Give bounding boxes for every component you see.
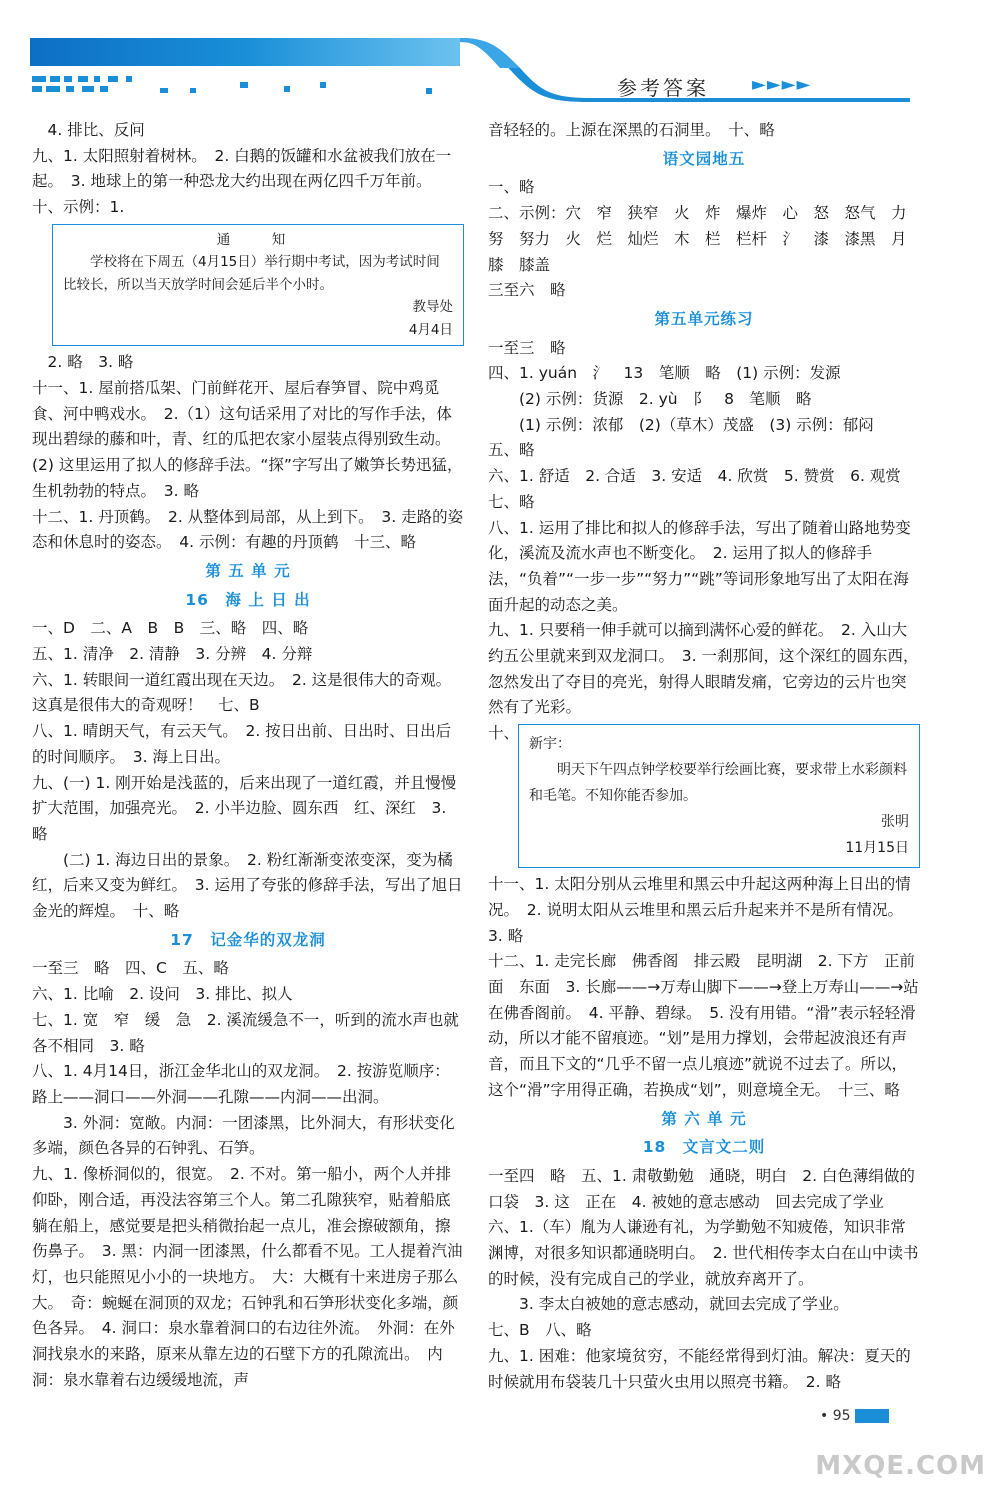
note-greeting: 新宇： [529, 736, 571, 753]
note-label: 十、 [488, 724, 520, 743]
note-block [488, 721, 920, 872]
note-body: 明天下午四点钟学校要举行绘画比赛，要求带上水彩颜料和毛笔。不知你能否参加。 [529, 762, 907, 805]
answer-paragraph: (1) 示例：浓郁 (2)（草木）茂盛 (3) 示例：郁闷 [519, 415, 874, 434]
answer-paragraph: 2. 略 3. 略 [32, 353, 134, 372]
section-heading: 16 海 上 日 出 [185, 590, 311, 609]
answer-paragraph: 二、示例：穴 窄 狭窄 火 炸 爆炸 心 怒 怒气 力 努 努力 火 烂 灿烂 木 栏 栏杆 氵 漆 漆黑 月 膝 膝盖 [488, 204, 923, 274]
section-heading: 第五单元练习 [654, 309, 754, 328]
answer-paragraph: 3. 李太白被她的意志感动，就回去完成了学业。 [519, 1295, 849, 1314]
notice-date: 4月4日 [408, 321, 453, 338]
answer-paragraph: 九、(一) 1. 刚开始是浅蓝的，后来出现了一道红霞，并且慢慢扩大范围，加强亮光。 2. 小半边脸、圆东西 红、深红 3. 略 [32, 773, 457, 843]
answer-paragraph: 七、B 八、略 [488, 1321, 592, 1340]
answer-paragraph: 一至四 略 五、1. 肃敬勤勉 通晓，明白 2. 白色薄绢做的口袋 3. 这 正在 4. 被她的意志感动 回去完成了学业 [488, 1166, 915, 1211]
answer-paragraph: 九、1. 只要稍一伸手就可以摘到满怀心爱的鲜花。 2. 入山大约五公里就来到双龙洞口。 3. 一刹那间，这个深红的圆东西，忽然发出了夺目的亮光，射得人眼睛发痛，它旁边的云片也突然有了光彩。 [488, 621, 919, 717]
answer-paragraph: 十、示例：1. [32, 198, 125, 217]
answer-paragraph: 十二、1. 走完长廊 佛香阁 排云殿 昆明湖 2. 下方 正前面 东面 3. 长廊——→万寿山脚下——→登上万寿山——→站在佛香阁前。 4. 平静、碧绿。 5. 没有用错。“滑”表示轻轻滑动，所以才能不留痕迹。“划”是用力撑划，会带起波浪还有声音，而且下文的“几乎不留一点儿痕迹”就说不过去了。所以，这个“滑”字用得正确，若换成“划”，则意境全无。 十三、略 [488, 952, 919, 1099]
notice-signature: 教导处 [412, 299, 453, 316]
section-heading: 18 文言文二则 [642, 1138, 766, 1157]
answer-paragraph: 九、1. 太阳照射着树林。 2. 白鹅的饭罐和水盆被我们放在一起。 3. 地球上的第一种恐龙大约出现在两亿四千万年前。 [32, 146, 452, 191]
answer-paragraph: 十一、1. 太阳分别从云堆里和黑云中升起这两种海上日出的情况。 2. 说明太阳从云堆里和黑云后升起来并不是所有情况。 3. 略 [488, 875, 911, 945]
answer-paragraph: 4. 排比、反问 [32, 121, 145, 139]
answer-paragraph: 十二、1. 丹顶鹤。 2. 从整体到局部，从上到下。 3. 走路的姿态和休息时的姿态。 4. 示例：有趣的丹顶鹤 十三、略 [32, 507, 464, 552]
left-column [32, 118, 464, 1393]
answer-paragraph: 一至三 略 四、C 五、略 [32, 959, 229, 978]
answer-paragraph: 一、略 [488, 178, 535, 197]
answer-paragraph: 一、D 二、A B B 三、略 四、略 [32, 619, 309, 638]
page-title: 参考答案 [617, 76, 709, 100]
watermark: MXQE.COM [815, 1451, 986, 1481]
section-heading: 第 五 单 元 [205, 561, 291, 580]
answer-paragraph: 九、1. 像桥洞似的，很宽。 2. 不对。第一船小，两个人并排仰卧，刚合适，再没法容第三个人。第二孔隙狭窄，贴着船底躺在船上，感觉要是把头稍微抬起一点儿，准会擦破额角，擦伤鼻子。 3. 黑：内洞一团漆黑，什么都看不见。工人提着汽油灯，也只能照见小小的一块地方。 大：大概有十来进房子那么大。 奇：蜿蜒在洞顶的双龙；石钟乳和石笋形状变化多端，颜色各异。 4. 洞口：泉水靠着洞口的右边往外流。 外洞：在外洞找泉水的来路，原来从靠左边的石壁下方的孔隙流出。 内洞：泉水靠着右边缓缓地流，声 [32, 1165, 463, 1389]
answer-paragraph: 一至三 略 [488, 338, 566, 357]
page-number: • 95 [820, 1408, 889, 1424]
answer-paragraph: 五、略 [488, 441, 535, 460]
header-banner [30, 38, 910, 108]
notice-title: 通 知 [216, 231, 300, 248]
answer-paragraph: 音轻轻的。上源在深黑的石洞里。 十、略 [488, 121, 775, 139]
answer-paragraph: 五、1. 清净 2. 清静 3. 分辨 4. 分辩 [32, 645, 313, 664]
arrows-icon: ►►►► [752, 74, 812, 95]
answer-paragraph: 六、1. 转眼间一道红霞出现在天边。 2. 这是很伟大的奇观。 这真是很伟大的奇观呀！ 七、B [32, 670, 459, 715]
answer-paragraph: 七、1. 宽 窄 缓 急 2. 溪流缓急不一，听到的流水声也就各不相同 3. 略 [32, 1010, 459, 1055]
notice-box [52, 224, 464, 347]
answer-paragraph: 六、1. 舒适 2. 合适 3. 安适 4. 欣赏 5. 赞赏 6. 观赏 [488, 467, 901, 486]
answer-paragraph: 十一、1. 屋前搭瓜架、门前鲜花开、屋后春笋冒、院中鸡觅食、河中鸭戏水。 2.（1）这句话采用了对比的写作手法，体现出碧绿的藤和叶，青、红的瓜把农家小屋装点得别致生动。 (2) 这里运用了拟人的修辞手法。“探”字写出了嫩笋长势迅猛，生机勃勃的特点。 3. 略 [32, 379, 463, 500]
answer-paragraph: (二) 1. 海边日出的景象。 2. 粉红渐渐变浓变深，变为橘红，后来又变为鲜红。 3. 运用了夸张的修辞手法，写出了旭日金光的辉煌。 十、略 [32, 850, 463, 921]
answer-paragraph: 三至六 略 [488, 281, 566, 300]
answer-paragraph: 八、1. 晴朗天气，有云天气。 2. 按日出前、日出时、日出后的时间顺序。 3. 海上日出。 [32, 722, 452, 766]
note-box [518, 724, 920, 868]
answer-paragraph: 3. 外洞：宽敞。内洞：一团漆黑，比外洞大，有形状变化多端，颜色各异的石钟乳、石笋。 [32, 1113, 455, 1158]
answer-paragraph: 六、1. 比喻 2. 设问 3. 排比、拟人 [32, 985, 293, 1004]
answer-paragraph: 八、1. 运用了排比和拟人的修辞手法，写出了随着山路地势变化，溪流及流水声也不断变化。 2. 运用了拟人的修辞手法，“负着”“一步一步”“努力”“跳”等词形象地写出了太阳在海面升起的动态之美。 [488, 518, 911, 614]
section-heading: 17 记金华的双龙洞 [170, 930, 326, 949]
answer-paragraph: 九、1. 困难：他家境贫穷，不能经常得到灯油。解决：夏天的时候就用布袋装几十只萤火虫用以照亮书籍。 2. 略 [488, 1346, 911, 1391]
note-date: 11月15日 [845, 840, 909, 857]
notice-body: 学校将在下周五（4月15日）举行期中考试，因为考试时间比较长，所以当天放学时间会延后半个小时。 [63, 254, 440, 293]
answer-paragraph: (2) 示例：货源 2. yù 阝 8 笔顺 略 [519, 390, 812, 409]
section-heading: 第 六 单 元 [661, 1109, 747, 1128]
answer-paragraph: 四、1. yuán 氵 13 笔顺 略 (1) 示例：发源 [488, 364, 841, 383]
answer-paragraph: 八、1. 4月14日，浙江金华北山的双龙洞。 2. 按游览顺序：路上——洞口——外洞——孔隙——内洞——出洞。 [32, 1062, 450, 1106]
note-signature: 张明 [881, 814, 909, 831]
page-bar [855, 1409, 889, 1423]
section-heading: 语文园地五 [662, 149, 746, 168]
answer-paragraph: 六、1.（车）胤为人谦逊有礼，为学勤勉不知疲倦，知识非常渊博，对很多知识都通晓明白。 2. 世代相传李太白在山中读书的时候，没有完成自己的学业，就放弃离开了。 [488, 1218, 919, 1288]
answer-paragraph: 七、略 [488, 492, 535, 511]
right-column [488, 118, 923, 1395]
